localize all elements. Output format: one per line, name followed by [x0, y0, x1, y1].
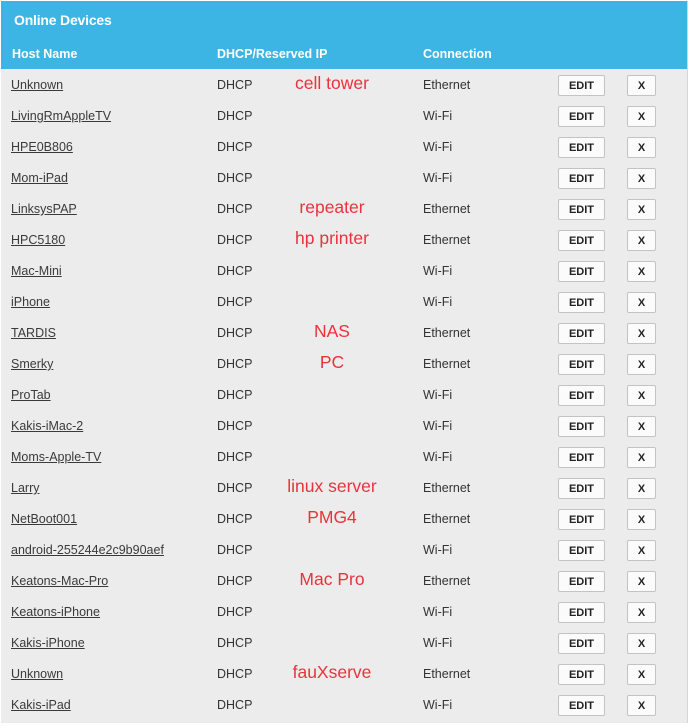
host-name-link[interactable]: NetBoot001 — [11, 512, 78, 526]
delete-button[interactable]: X — [627, 385, 656, 406]
edit-button[interactable]: EDIT — [558, 416, 605, 437]
table-row — [0, 131, 690, 162]
edit-button[interactable]: EDIT — [558, 509, 605, 530]
edit-button[interactable]: EDIT — [558, 540, 605, 561]
host-name-link[interactable]: Unknown — [11, 78, 64, 92]
delete-button[interactable]: X — [627, 571, 656, 592]
connection-type: Ethernet — [423, 326, 471, 340]
host-name-link[interactable]: Kakis-iPad — [11, 698, 71, 712]
delete-button[interactable]: X — [627, 323, 656, 344]
ip-assignment: DHCP — [217, 574, 253, 588]
connection-type: Ethernet — [423, 481, 471, 495]
connection-type: Wi-Fi — [423, 264, 453, 278]
delete-button[interactable]: X — [627, 75, 656, 96]
host-name-link[interactable]: android-255244e2c9b90aef — [11, 543, 164, 557]
host-name-link[interactable]: LinksysPAP — [11, 202, 77, 216]
host-name-link[interactable]: HPC5180 — [11, 233, 66, 247]
connection-type: Wi-Fi — [423, 171, 453, 185]
host-name-link[interactable]: Keatons-Mac-Pro — [11, 574, 109, 588]
handwritten-annotation: PC — [319, 352, 345, 372]
ip-assignment: DHCP — [217, 605, 253, 619]
ip-assignment: DHCP — [217, 171, 253, 185]
table-row — [0, 441, 690, 472]
connection-type: Wi-Fi — [423, 636, 453, 650]
host-name-link[interactable]: Mom-iPad — [11, 171, 68, 185]
connection-type: Ethernet — [423, 78, 471, 92]
ip-assignment: DHCP — [217, 698, 253, 712]
delete-button[interactable]: X — [627, 261, 656, 282]
delete-button[interactable]: X — [627, 447, 656, 468]
edit-button[interactable]: EDIT — [558, 230, 605, 251]
edit-button[interactable]: EDIT — [558, 447, 605, 468]
ip-assignment: DHCP — [217, 419, 253, 433]
ip-assignment: DHCP — [217, 636, 253, 650]
edit-button[interactable]: EDIT — [558, 571, 605, 592]
table-row — [0, 255, 690, 286]
table-row — [0, 224, 690, 255]
delete-button[interactable]: X — [627, 478, 656, 499]
ip-assignment: DHCP — [217, 109, 253, 123]
delete-button[interactable]: X — [627, 633, 656, 654]
edit-button[interactable]: EDIT — [558, 354, 605, 375]
table-row — [0, 69, 690, 100]
ip-assignment: DHCP — [217, 295, 253, 309]
ip-assignment: DHCP — [217, 388, 253, 402]
host-name-link[interactable]: Unknown — [11, 667, 64, 681]
host-name-link[interactable]: HPE0B806 — [11, 140, 73, 154]
delete-button[interactable]: X — [627, 602, 656, 623]
table-row — [0, 410, 690, 441]
connection-type: Wi-Fi — [423, 419, 453, 433]
column-header-host-name: Host Name — [12, 47, 78, 61]
handwritten-annotation: repeater — [299, 197, 365, 217]
table-row — [0, 565, 690, 596]
table-row — [0, 503, 690, 534]
device-table-body — [0, 69, 690, 720]
ip-assignment: DHCP — [217, 357, 253, 371]
ip-assignment: DHCP — [217, 326, 253, 340]
connection-type: Ethernet — [423, 512, 471, 526]
ip-assignment: DHCP — [217, 543, 253, 557]
connection-type: Wi-Fi — [423, 450, 453, 464]
handwritten-annotation: linux server — [287, 476, 377, 496]
delete-button[interactable]: X — [627, 168, 656, 189]
ip-assignment: DHCP — [217, 78, 253, 92]
connection-type: Wi-Fi — [423, 295, 453, 309]
ip-assignment: DHCP — [217, 202, 253, 216]
edit-button[interactable]: EDIT — [558, 478, 605, 499]
host-name-link[interactable]: ProTab — [11, 388, 51, 402]
edit-button[interactable]: EDIT — [558, 106, 605, 127]
ip-assignment: DHCP — [217, 481, 253, 495]
connection-type: Ethernet — [423, 357, 471, 371]
delete-button[interactable]: X — [627, 137, 656, 158]
host-name-link[interactable]: TARDIS — [11, 326, 56, 340]
table-row — [0, 596, 690, 627]
delete-button[interactable]: X — [627, 230, 656, 251]
host-name-link[interactable]: Kakis-iMac-2 — [11, 419, 84, 433]
host-name-link[interactable]: Larry — [11, 481, 40, 495]
connection-type: Ethernet — [423, 574, 471, 588]
host-name-link[interactable]: Mac-Mini — [11, 264, 62, 278]
ip-assignment: DHCP — [217, 264, 253, 278]
delete-button[interactable]: X — [627, 199, 656, 220]
handwritten-annotation: Mac Pro — [299, 569, 365, 589]
delete-button[interactable]: X — [627, 509, 656, 530]
column-header-ip: DHCP/Reserved IP — [217, 47, 328, 61]
panel-title-bar — [1, 1, 687, 38]
table-row — [0, 348, 690, 379]
table-header — [1, 38, 687, 69]
delete-button[interactable]: X — [627, 664, 656, 685]
handwritten-annotation: PMG4 — [307, 507, 357, 527]
ip-assignment: DHCP — [217, 140, 253, 154]
table-row — [0, 472, 690, 503]
edit-button[interactable]: EDIT — [558, 292, 605, 313]
panel-title: Online Devices — [14, 12, 112, 28]
connection-type: Wi-Fi — [423, 388, 453, 402]
connection-type: Wi-Fi — [423, 140, 453, 154]
connection-type: Wi-Fi — [423, 605, 453, 619]
connection-type: Ethernet — [423, 202, 471, 216]
table-row — [0, 627, 690, 658]
edit-button[interactable]: EDIT — [558, 75, 605, 96]
table-row — [0, 689, 690, 720]
column-header-connection: Connection — [423, 47, 492, 61]
table-row — [0, 534, 690, 565]
delete-button[interactable]: X — [627, 540, 656, 561]
handwritten-annotation: NAS — [314, 321, 350, 341]
connection-type: Wi-Fi — [423, 543, 453, 557]
edit-button[interactable]: EDIT — [558, 695, 605, 716]
handwritten-annotation: hp printer — [295, 228, 369, 248]
table-row — [0, 317, 690, 348]
host-name-link[interactable]: iPhone — [11, 295, 50, 309]
edit-button[interactable]: EDIT — [558, 664, 605, 685]
host-name-link[interactable]: Keatons-iPhone — [11, 605, 100, 619]
ip-assignment: DHCP — [217, 450, 253, 464]
connection-type: Ethernet — [423, 667, 471, 681]
ip-assignment: DHCP — [217, 512, 253, 526]
host-name-link[interactable]: Smerky — [11, 357, 54, 371]
table-row — [0, 193, 690, 224]
delete-button[interactable]: X — [627, 416, 656, 437]
table-row — [0, 100, 690, 131]
edit-button[interactable]: EDIT — [558, 261, 605, 282]
delete-button[interactable]: X — [627, 292, 656, 313]
host-name-link[interactable]: Kakis-iPhone — [11, 636, 85, 650]
edit-button[interactable]: EDIT — [558, 137, 605, 158]
edit-button[interactable]: EDIT — [558, 168, 605, 189]
host-name-link[interactable]: LivingRmAppleTV — [11, 109, 112, 123]
connection-type: Ethernet — [423, 233, 471, 247]
ip-assignment: DHCP — [217, 233, 253, 247]
host-name-link[interactable]: Moms-Apple-TV — [11, 450, 102, 464]
edit-button[interactable]: EDIT — [558, 602, 605, 623]
table-row — [0, 162, 690, 193]
table-row — [0, 379, 690, 410]
table-row — [0, 286, 690, 317]
table-row — [0, 658, 690, 689]
edit-button[interactable]: EDIT — [558, 323, 605, 344]
edit-button[interactable]: EDIT — [558, 385, 605, 406]
connection-type: Wi-Fi — [423, 109, 453, 123]
connection-type: Wi-Fi — [423, 698, 453, 712]
ip-assignment: DHCP — [217, 667, 253, 681]
handwritten-annotation: cell tower — [295, 73, 369, 93]
delete-button[interactable]: X — [627, 354, 656, 375]
delete-button[interactable]: X — [627, 106, 656, 127]
edit-button[interactable]: EDIT — [558, 199, 605, 220]
handwritten-annotation: fauXserve — [292, 662, 372, 682]
edit-button[interactable]: EDIT — [558, 633, 605, 654]
delete-button[interactable]: X — [627, 695, 656, 716]
